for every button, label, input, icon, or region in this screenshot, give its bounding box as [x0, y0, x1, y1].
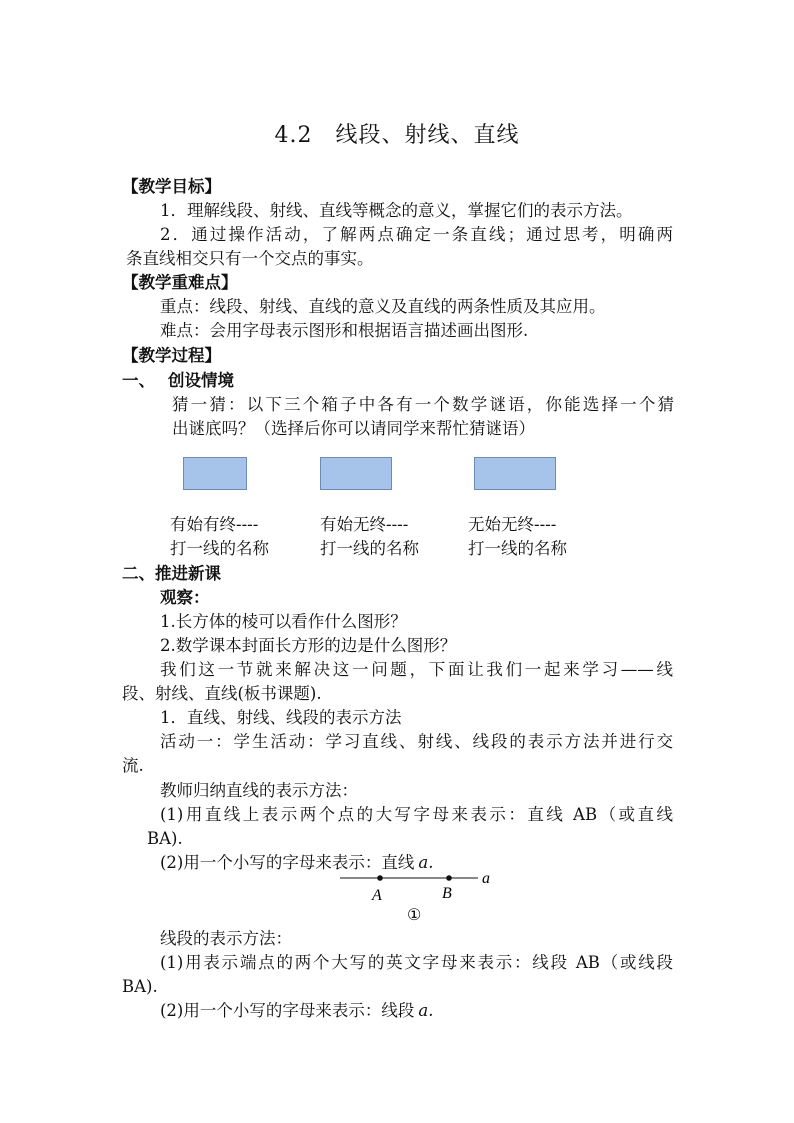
page-title: 4.2 线段、射线、直线 [274, 123, 520, 148]
riddle-2-text: 有始无终---- [320, 515, 409, 534]
riddle-1-text: 有始有终---- [170, 515, 259, 534]
keypoint-focus: 重点：线段、射线、直线的意义及直线的两条性质及其应用。 [160, 297, 606, 316]
goal-item-2-cont: 条直线相交只有一个交点的事实。 [126, 249, 374, 268]
riddle-2-hint: 打一线的名称 [320, 539, 419, 558]
goals-heading: 【教学目标】 [122, 177, 221, 196]
keypoints-heading: 【教学重难点】 [122, 273, 238, 292]
question-1: 1.长方体的棱可以看作什么图形？ [160, 612, 407, 631]
point-b-dot [446, 875, 452, 881]
observe-label: 观察： [160, 588, 210, 607]
segment-method-1a: (1)用表示端点的两个大写的英文字母来表示：线段 AB（或线段 [160, 953, 673, 972]
segment-method-2: (2)用一个小写的字母来表示：线段 a. [160, 1001, 434, 1020]
segment-method-1b: BA). [122, 977, 158, 996]
intro-line-1: 我们这一节就来解决这一问题，下面让我们一起来学习——线 [160, 660, 673, 679]
line-variable: a. [418, 853, 434, 872]
teacher-summary: 教师归纳直线的表示方法： [160, 781, 358, 800]
figure-caption: ① [407, 907, 422, 924]
point-a-dot [377, 875, 383, 881]
activity-line-2: 流. [122, 756, 144, 775]
line-method-1b: BA). [147, 829, 183, 848]
section1-number: 一、 [122, 371, 155, 390]
riddle-box-3[interactable] [474, 457, 556, 490]
activity-line-1: 活动一：学生活动：学习直线、射线、线段的表示方法并进行交 [160, 732, 673, 751]
segment-variable: a. [418, 1001, 434, 1020]
section1-line2: 出谜底吗？（选择后你可以请同学来帮忙猜谜语） [172, 419, 535, 438]
riddle-box-2[interactable] [320, 457, 392, 490]
keypoint-difficulty: 难点：会用字母表示图形和根据语言描述画出图形. [160, 321, 529, 340]
segment-heading: 线段的表示方法： [160, 929, 292, 948]
goal-item-2: 2．通过操作活动，了解两点确定一条直线；通过思考，明确两 [160, 225, 673, 244]
riddle-1-hint: 打一线的名称 [170, 539, 269, 558]
line-a-label: a [482, 870, 490, 887]
subheading-1: 1．直线、射线、线段的表示方法 [160, 708, 402, 727]
riddle-3-text: 无始无终---- [468, 515, 557, 534]
point-b-label: B [442, 885, 452, 902]
goal-item-1: 1．理解线段、射线、直线等概念的意义，掌握它们的表示方法。 [160, 201, 633, 220]
riddle-3-hint: 打一线的名称 [468, 539, 567, 558]
section2-heading: 二、推进新课 [122, 564, 221, 583]
question-2: 2.数学课本封面长方形的边是什么图形？ [160, 636, 457, 655]
section1-title: 创设情境 [168, 371, 234, 390]
intro-line-2: 段、射线、直线(板书课题). [122, 684, 322, 703]
riddle-box-1[interactable] [183, 457, 247, 490]
point-a-label: A [372, 887, 382, 904]
line-method-1a: (1)用直线上表示两个点的大写字母来表示：直线 AB（或直线 [160, 805, 673, 824]
section1-line1: 猜一猜：以下三个箱子中各有一个数学谜语，你能选择一个猜 [172, 395, 674, 414]
line-method-2: (2)用一个小写的字母来表示：直线 a. [160, 853, 434, 872]
process-heading: 【教学过程】 [122, 346, 221, 365]
line-figure [330, 864, 520, 924]
